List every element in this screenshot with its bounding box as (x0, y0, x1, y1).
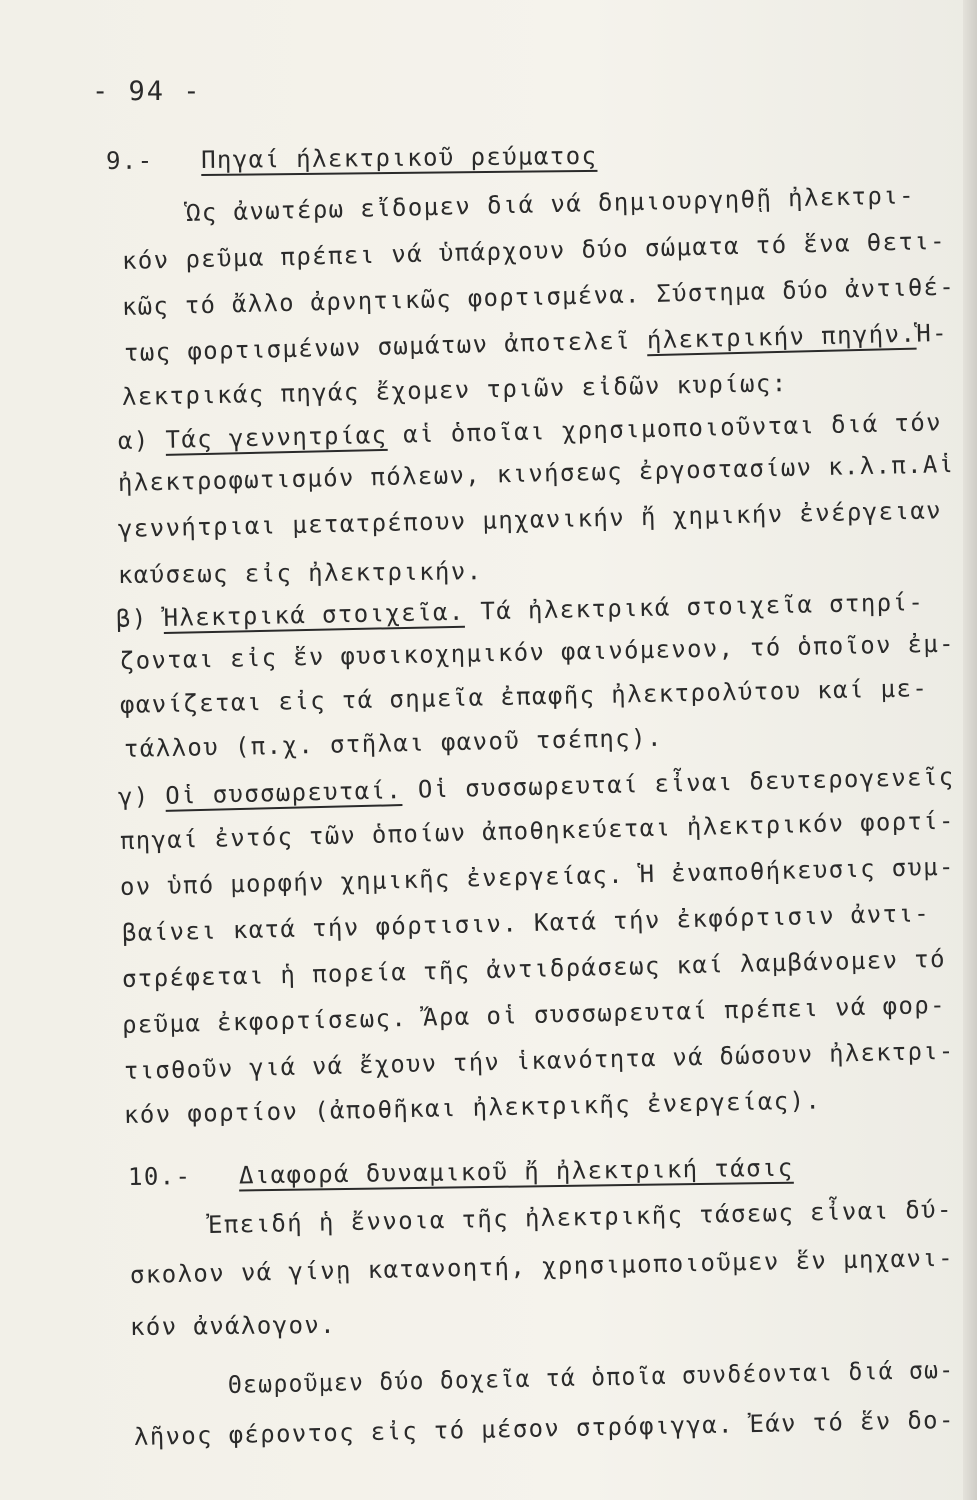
term-electric-source: ήλεκτρικήν πηγήν. (646, 319, 917, 355)
text-line: γεννήτριαι μετατρέπουν μηχανικήν ἤ χημικήν ἐνέργειαν (117, 496, 943, 543)
text-line: σκολον νά γίνῃ κατανοητή, χρησιμοποιοῦμεν ἕν μηχανι- (129, 1243, 955, 1289)
text-line: κόν ἀνάλογον. (129, 1310, 337, 1341)
text-line: κόν ρεῦμα πρέπει νά ὑπάρχουν δύο σώματα τό ἕνα θετι- (121, 226, 947, 275)
text-line: φανίζεται εἰς τά σημεῖα ἐπαφῆς ἠλεκτρολύτου καί με- (119, 674, 929, 719)
section-10-title: Διαφορά δυναμικοῦ ἤ ἠλεκτρική τάσις (238, 1153, 794, 1190)
text-fragment: Ἡ- (915, 318, 949, 348)
list-text: Οἱ συσσωρευταί εἶναι δευτερογενεῖς (417, 762, 955, 804)
list-item-c (118, 762, 955, 812)
text-line: κόν φορτίον (ἀποθῆκαι ἠλεκτρικῆς ἐνεργείας). (123, 1086, 822, 1129)
text-line: βαίνει κατά τήν φόρτισιν. Κατά τήν ἐκφόρτισιν ἀντι- (121, 899, 931, 947)
text-line: Θεωροῦμεν δύο δοχεῖα τά ὁποῖα συνδέονται διά σω- (227, 1355, 955, 1399)
list-marker: β) (115, 604, 148, 633)
section-10-number: 10.- (127, 1162, 192, 1191)
section-9-number: 9.- (105, 146, 154, 175)
list-term: Ἠλεκτρικά στοιχεῖα. (163, 597, 465, 633)
text-line: λεκτρικάς πηγάς ἔχομεν τριῶν εἰδῶν κυρίως: (121, 369, 788, 411)
list-marker: α) (117, 426, 151, 455)
text-line: ἠλεκτροφωτισμόν πόλεων, κινήσεως ἐργοστασίων κ.λ.π.Αἱ (117, 450, 955, 497)
list-term: Τάς γεννητρίας (165, 420, 388, 454)
text-line (124, 318, 949, 368)
list-marker: γ) (117, 782, 150, 811)
text-line: καύσεως εἰς ἠλεκτρικήν. (117, 557, 483, 589)
text-line: τάλλου (π.χ. στῆλαι φανοῦ τσέπης). (123, 723, 664, 763)
list-item-b (116, 587, 925, 634)
list-text: αἱ ὁποῖαι χρησιμοποιοῦνται διά τόν (402, 408, 943, 449)
page-number: - 94 - (92, 76, 202, 107)
list-text: Τά ἠλεκτρικά στοιχεῖα στηρί- (480, 588, 925, 626)
text-line: ζονται εἰς ἕν φυσικοχημικόν φαινόμενον, τό ὁποῖον ἐμ- (119, 629, 956, 675)
text-line: Ὡς ἀνωτέρω εἴδομεν διά νά δημιουργηθῇ ἠλεκτρι- (185, 181, 916, 227)
text-line: Ἐπειδή ἡ ἔννοια τῆς ἠλεκτρικῆς τάσεως εἶναι δύ- (207, 1195, 954, 1239)
section-9-heading (106, 141, 598, 176)
text-line: πηγαί ἐντός τῶν ὁποίων ἀποθηκεύεται ἠλεκτρικόν φορτί- (119, 806, 956, 855)
text-line: τισθοῦν γιά νά ἔχουν τήν ἱκανότητα νά δώσουν ἠλεκτρι- (123, 1036, 955, 1085)
section-9-title: Πηγαί ήλεκτρικοῦ ρεύματος (200, 141, 598, 175)
text-fragment: τως φορτισμένων σωμάτων ἀποτελεῖ (123, 326, 632, 367)
text-line: ον ὑπό μορφήν χημικῆς ἐνεργείας. Ἡ ἐναποθήκευσις συμ- (119, 852, 956, 901)
list-item-a (118, 407, 943, 456)
section-10-heading (128, 1153, 794, 1192)
text-line: κῶς τό ἄλλο ἀρνητικῶς φορτισμένα. Σύστημα δύο ἀντιθέ- (121, 272, 956, 321)
text-line: στρέφεται ἡ πορεία τῆς ἀντιδράσεως καί λαμβάνομεν τό (121, 944, 947, 993)
text-line: λῆνος φέροντος εἰς τό μέσον στρόφιγγα. Ἐάν τό ἕν δο- (133, 1405, 955, 1451)
page-edge-shadow (963, 0, 977, 1500)
text-line: ρεῦμα ἐκφορτίσεως. Ἄρα οἱ συσσωρευταί πρέπει νά φορ- (121, 990, 947, 1039)
list-term: Οἱ συσσωρευταί. (165, 776, 403, 810)
